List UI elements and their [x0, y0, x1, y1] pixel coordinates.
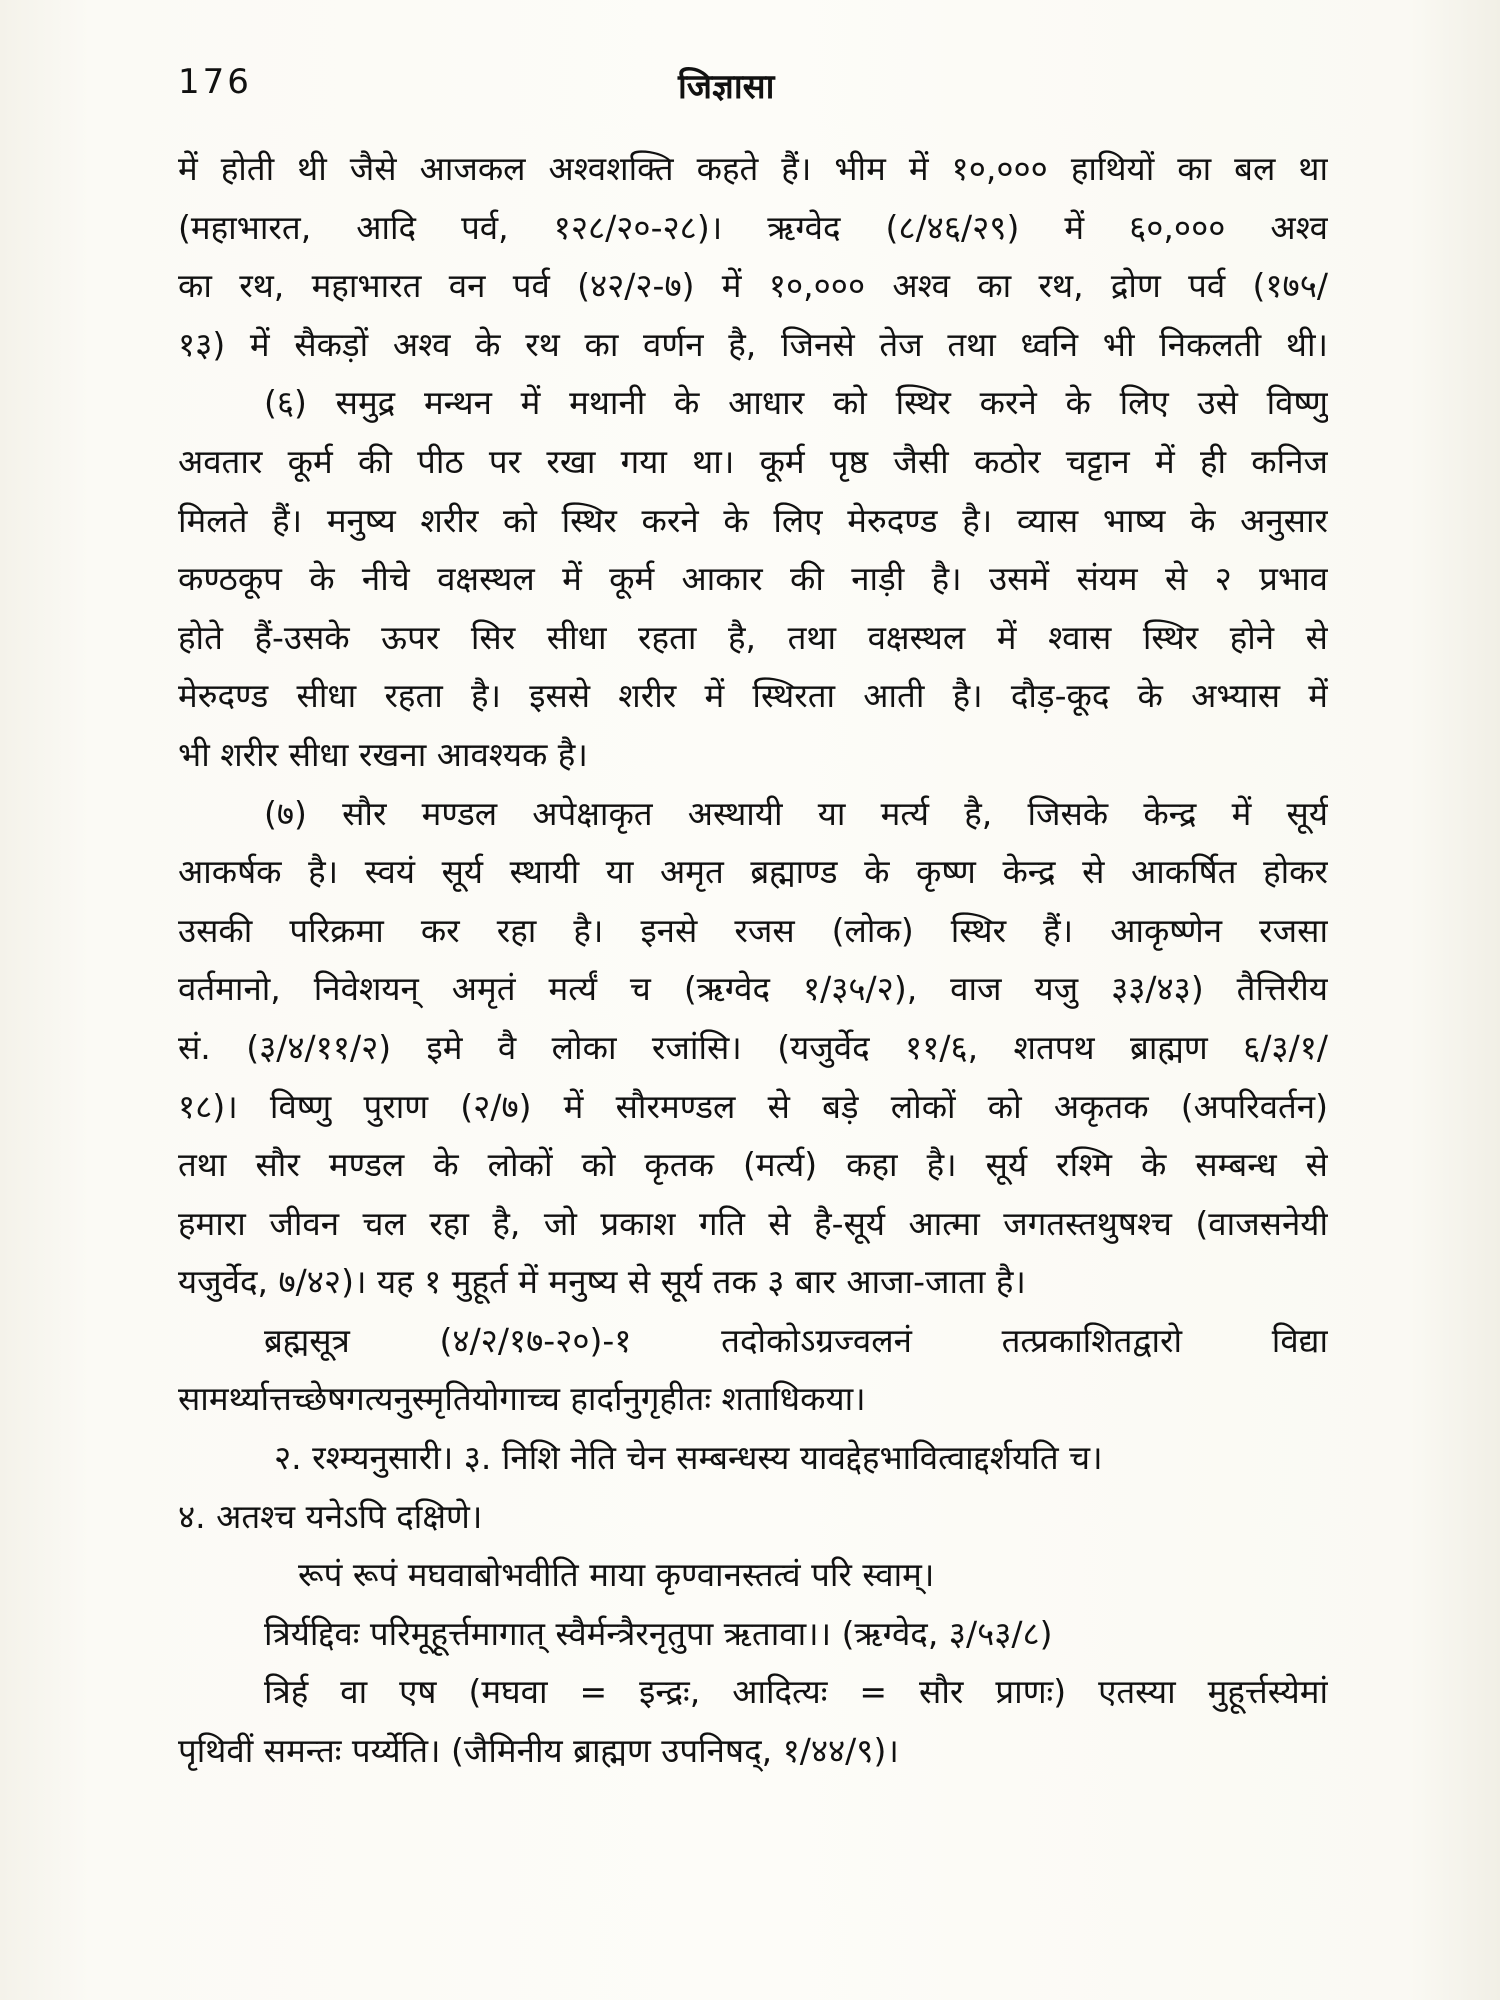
paragraph-start-line: (७) सौर मण्डल अपेक्षाकृत अस्थायी या मर्त्य है, जिसके केन्द्र में सूर्य [264, 793, 1328, 833]
text-line: मेरुदण्ड सीधा रहता है। इससे शरीर में स्थिरता आती है। दौड़-कूद के अभ्यास में [178, 676, 1328, 716]
text-line: का रथ, महाभारत वन पर्व (४२/२-७) में १०,००० अश्व का रथ, द्रोण पर्व (१७५/ [178, 266, 1328, 306]
text-line: तथा सौर मण्डल के लोकों को कृतक (मर्त्य) कहा है। सूर्य रश्मि के सम्बन्ध से [178, 1145, 1328, 1185]
text-line: मिलते हैं। मनुष्य शरीर को स्थिर करने के लिए मेरुदण्ड है। व्यास भाष्य के अनुसार [178, 500, 1328, 540]
verse-line: रूपं रूपं मघवाबोभवीति माया कृण्वानस्तत्वं परि स्वाम्। [298, 1555, 935, 1595]
page-header [178, 62, 1328, 112]
verse-line: त्रिर्ह वा एष (मघवा = इन्द्रः, आदित्यः = सौर प्राणः) एतस्या मुहूर्त्तस्येमां [264, 1672, 1328, 1712]
footnote-line: २. रश्म्यनुसारी। ३. निशि नेति चेन सम्बन्धस्य यावद्देहभावित्वाद्दर्शयति च। [274, 1438, 1103, 1478]
text-line: होते हैं-उसके ऊपर सिर सीधा रहता है, तथा वक्षस्थल में श्वास स्थिर होने से [178, 617, 1328, 657]
text-line: (महाभारत, आदि पर्व, १२८/२०-२८)। ऋग्वेद (८/४६/२९) में ६०,००० अश्व [178, 207, 1328, 247]
footnote-line: ब्रह्मसूत्र (४/२/१७-२०)-१ तदोकोऽग्रज्वलनं तत्प्रकाशितद्वारो विद्या [264, 1320, 1328, 1360]
paragraph-end-line: यजुर्वेद, ७/४२)। यह १ मुहूर्त में मनुष्य से सूर्य तक ३ बार आजा-जाता है। [178, 1262, 1026, 1302]
paragraph-start-line: (६) समुद्र मन्थन में मथानी के आधार को स्थिर करने के लिए उसे विष्णु [264, 383, 1328, 423]
body-text [178, 140, 1328, 1781]
text-line: आकर्षक है। स्वयं सूर्य स्थायी या अमृत ब्रह्माण्ड के कृष्ण केन्द्र से आकर्षित होकर [178, 852, 1328, 892]
text-line: वर्तमानो, निवेशयन् अमृतं मर्त्यं च (ऋग्वेद १/३५/२), वाज यजु ३३/४३) तैत्तिरीय [178, 969, 1328, 1009]
page-number: 176 [178, 62, 252, 102]
footnote-line: सामर्थ्यात्तच्छेषगत्यनुस्मृतियोगाच्च हार्दानुगृहीतः शताधिकया। [178, 1379, 866, 1419]
text-line: सं. (३/४/११/२) इमे वै लोका रजांसि। (यजुर्वेद ११/६, शतपथ ब्राह्मण ६/३/१/ [178, 1027, 1328, 1067]
text-line: १८)। विष्णु पुराण (२/७) में सौरमण्डल से बड़े लोकों को अकृतक (अपरिवर्तन) [178, 1086, 1328, 1126]
verse-line: पृथिवीं समन्तः पर्य्येति। (जैमिनीय ब्राह्मण उपनिषद्, १/४४/९)। [178, 1731, 899, 1771]
text-line: में होती थी जैसे आजकल अश्वशक्ति कहते हैं। भीम में १०,००० हाथियों का बल था [178, 149, 1328, 188]
text-line: कण्ठकूप के नीचे वक्षस्थल में कूर्म आकार की नाड़ी है। उसमें संयम से २ प्रभाव [178, 559, 1328, 599]
verse-line: त्रिर्यद्दिवः परिमूहूर्त्तमागात् स्वैर्मन्त्रैरनृतुपा ऋतावा।। (ऋग्वेद, ३/५३/८) [264, 1613, 1053, 1653]
text-line: उसकी परिक्रमा कर रहा है। इनसे रजस (लोक) स्थिर हैं। आकृष्णेन रजसा [178, 910, 1328, 950]
text-line: हमारा जीवन चल रहा है, जो प्रकाश गति से है-सूर्य आत्मा जगतस्तथुषश्च (वाजसनेयी [178, 1203, 1328, 1243]
footnote-line: ४. अतश्च यनेऽपि दक्षिणे। [178, 1496, 483, 1536]
text-line: अवतार कूर्म की पीठ पर रखा गया था। कूर्म पृष्ठ जैसी कठोर चट्टान में ही कनिज [178, 441, 1328, 481]
text-line: १३) में सैकड़ों अश्व के रथ का वर्णन है, जिनसे तेज तथा ध्वनि भी निकलती थी। [178, 324, 1328, 364]
paragraph-end-line: भी शरीर सीधा रखना आवश्यक है। [178, 734, 588, 774]
running-title: जिज्ञासा [678, 67, 775, 107]
